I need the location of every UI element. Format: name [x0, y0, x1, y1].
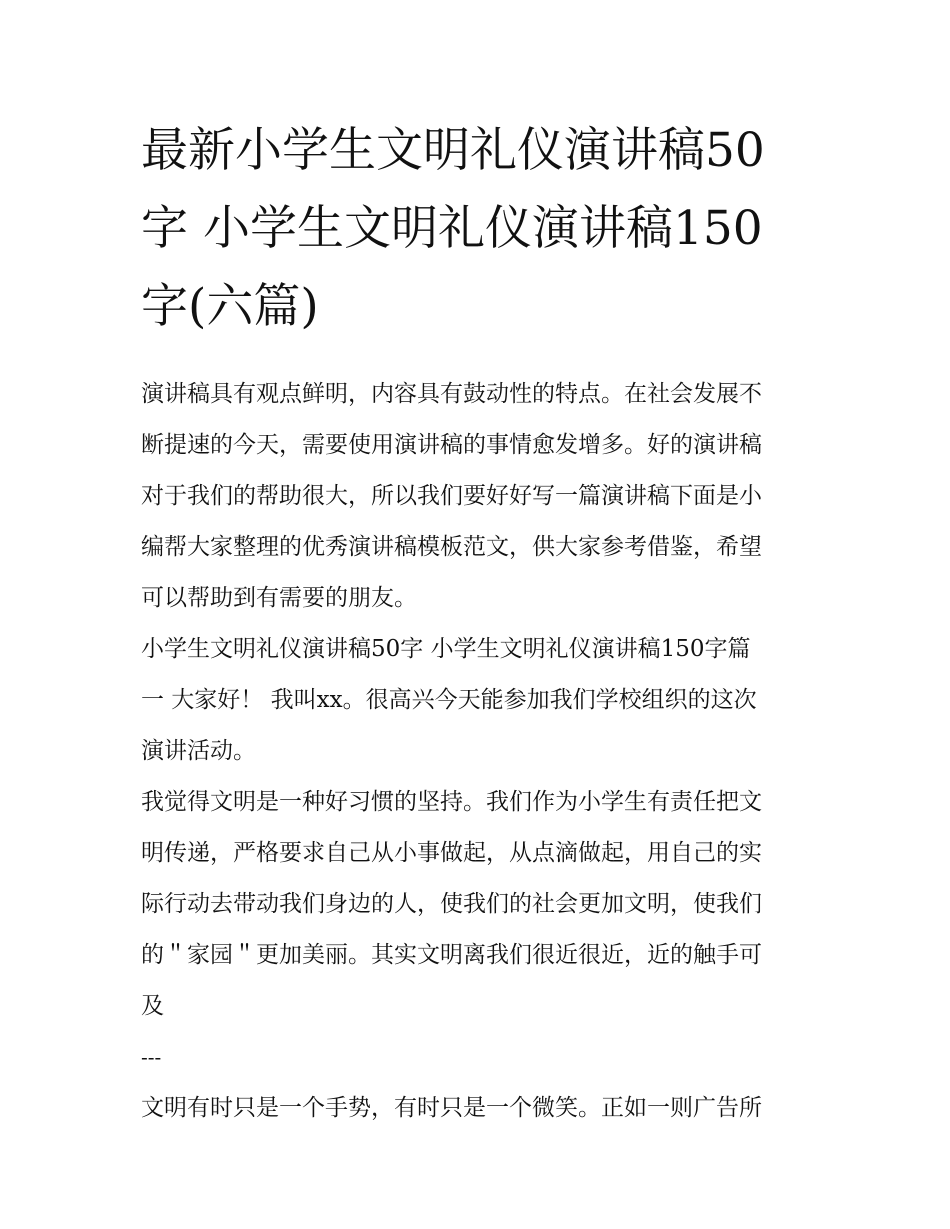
- text-line: 文明有时只是一个手势，有时只是一个微笑。正如一则广告所: [141, 1095, 762, 1121]
- text-line: 演讲活动。: [141, 738, 256, 764]
- title-line: 字(六篇): [141, 279, 319, 334]
- text-line: 小学生文明礼仪演讲稿50字 小学生文明礼仪演讲稿150字篇: [141, 636, 751, 662]
- title-line: 字 小学生文明礼仪演讲稿150: [141, 201, 763, 256]
- text-line: 可以帮助到有需要的朋友。: [141, 585, 417, 611]
- document-body: [141, 369, 813, 1134]
- text-line: 断提速的今天，需要使用演讲稿的事情愈发增多。好的演讲稿: [141, 432, 762, 458]
- body-paragraph: [141, 777, 813, 1032]
- text-line: 的＂家园＂更加美丽。其实文明离我们很近很近，近的触手可: [141, 942, 762, 968]
- speech-heading-paragraph: [141, 624, 813, 777]
- text-line: 一 大家好！ 我叫xx。很高兴今天能参加我们学校组织的这次: [141, 687, 757, 713]
- text-line: 编帮大家整理的优秀演讲稿模板范文，供大家参考借鉴，希望: [141, 534, 762, 560]
- text-line: 明传递，严格要求自己从小事做起，从点滴做起，用自己的实: [141, 840, 762, 866]
- text-line: 对于我们的帮助很大，所以我们要好好写一篇演讲稿下面是小: [141, 483, 762, 509]
- title-line: 最新小学生文明礼仪演讲稿50: [141, 123, 765, 178]
- last-paragraph: [141, 1083, 813, 1134]
- separator: ---: [141, 1045, 162, 1069]
- document-title: [141, 112, 813, 346]
- text-line: 际行动去带动我们身边的人，使我们的社会更加文明，使我们: [141, 891, 762, 917]
- text-line: 我觉得文明是一种好习惯的坚持。我们作为小学生有责任把文: [141, 789, 762, 815]
- intro-paragraph: [141, 369, 813, 624]
- text-line: 演讲稿具有观点鲜明，内容具有鼓动性的特点。在社会发展不: [141, 381, 762, 407]
- document-page: [141, 112, 813, 1134]
- text-line: 及: [141, 993, 164, 1019]
